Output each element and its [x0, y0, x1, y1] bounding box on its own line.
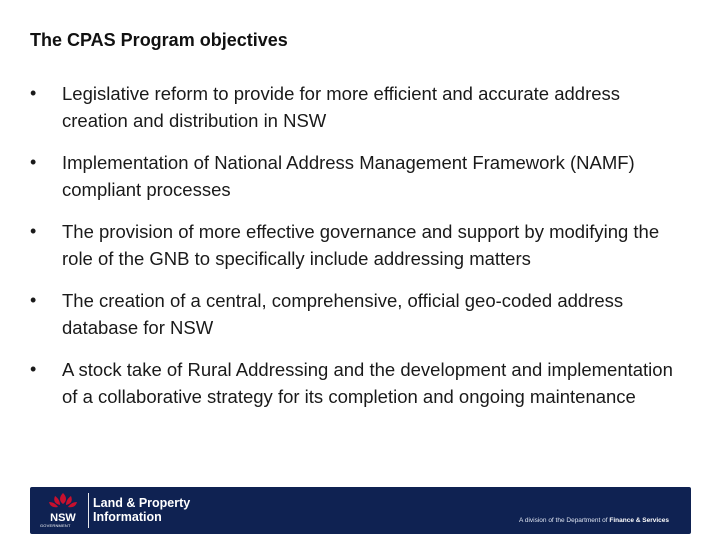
footer-banner — [30, 487, 691, 534]
bullet-text: Legislative reform to provide for more efficient and accurate address creation and distribution in NSW — [62, 83, 621, 131]
bullet-text: The creation of a central, comprehensive, official geo-coded address database for NSW — [62, 290, 624, 338]
bullet-item — [30, 80, 690, 134]
bullet-icon: • — [30, 290, 37, 310]
slide-title: The CPAS Program objectives — [30, 30, 288, 50]
logo-divider — [88, 493, 89, 528]
bullet-icon: • — [30, 359, 37, 379]
bullet-text: Implementation of National Address Management Framework (NAMF) compliant processes — [62, 152, 635, 200]
bullet-item — [30, 218, 690, 272]
bullet-text: A stock take of Rural Addressing and the development and implementation of a collaborative strategy for its completion and ongoing maintenance — [62, 359, 673, 407]
logo-text: NSW — [50, 512, 76, 524]
division-text — [519, 517, 669, 524]
bullet-item — [30, 287, 690, 341]
bullet-item — [30, 149, 690, 203]
division-prefix: A division of the Department of — [519, 517, 610, 524]
bullet-icon: • — [30, 152, 37, 172]
bullet-item — [30, 356, 690, 410]
division-name: Finance & Services — [609, 517, 669, 524]
org-line-2: Information — [93, 510, 162, 524]
org-line-1: Land & Property — [93, 496, 191, 510]
org-name — [93, 496, 190, 524]
bullet-list — [30, 80, 690, 410]
bullet-icon: • — [30, 83, 37, 103]
bullet-icon: • — [30, 221, 37, 241]
government-label: GOVERNMENT — [40, 523, 71, 528]
bullet-text: The provision of more effective governance and support by modifying the role of the GNB to specifically include addressing matters — [62, 221, 660, 269]
